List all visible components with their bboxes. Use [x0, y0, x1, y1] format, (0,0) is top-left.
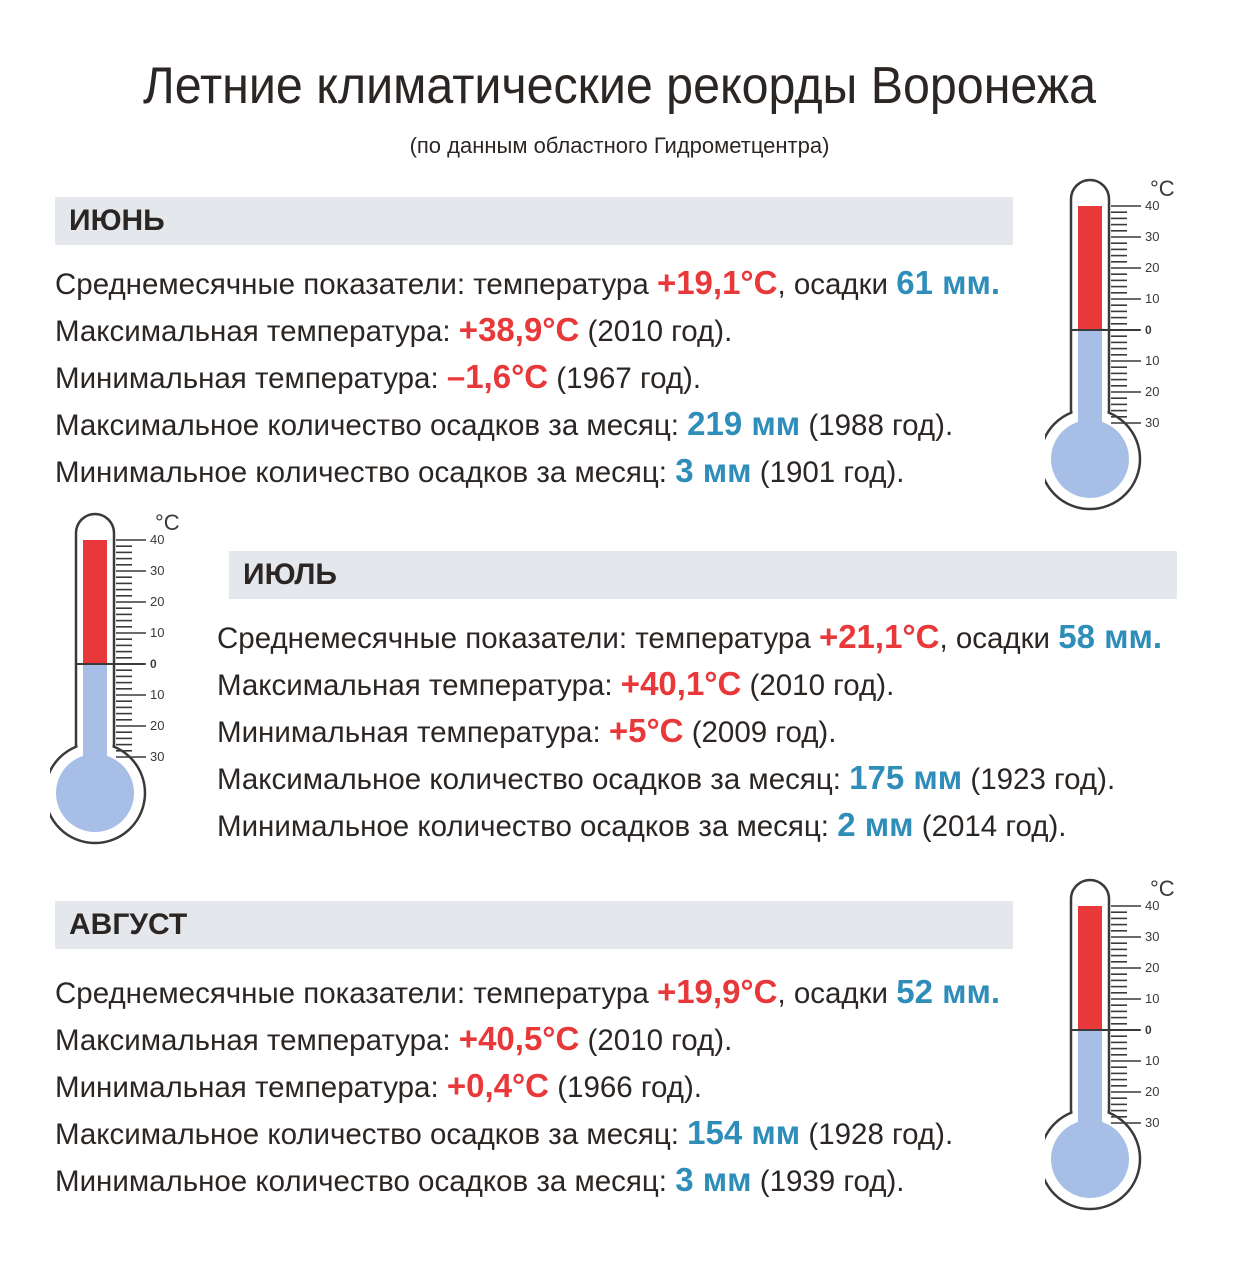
thermo-tick-label: 40 — [1145, 898, 1160, 913]
thermo-bulb — [1051, 420, 1129, 498]
year: (1901 год). — [751, 456, 905, 489]
max-precip-line — [55, 400, 1000, 447]
avg-precip-value: 61 мм. — [896, 264, 1001, 301]
thermo-tick-label: 40 — [150, 532, 165, 547]
thermometer-icon — [1045, 874, 1185, 1214]
month-records — [55, 968, 1000, 1203]
min-precip-line — [55, 1156, 1000, 1203]
page-title: Летние климатические рекорды Воронежа — [142, 57, 1097, 115]
min-precip-value: 3 мм — [675, 452, 752, 489]
min-temp-value: +0,4°C — [446, 1067, 550, 1104]
month-heading: ИЮНЬ — [55, 197, 1013, 245]
thermo-tick-label: 10 — [150, 625, 165, 640]
avg-line — [55, 968, 1000, 1015]
thermo-unit-label: °C — [155, 510, 180, 535]
avg-temp-value: +19,1°C — [656, 264, 778, 301]
max-precip-line — [55, 1109, 1000, 1156]
max-precip-value: 219 мм — [687, 405, 801, 442]
thermo-tick-label: 0 — [1145, 1023, 1152, 1037]
max-precip-value: 175 мм — [849, 759, 963, 796]
year: (1967 год). — [548, 362, 702, 395]
thermo-tick-label: 30 — [1145, 229, 1160, 244]
min-temp-value: –1,6°C — [446, 358, 549, 395]
thermo-tick-label: 10 — [1145, 291, 1160, 306]
year: (1939 год). — [751, 1165, 905, 1198]
label: Минимальная температура: — [217, 716, 609, 749]
min-temp-line — [55, 353, 1000, 400]
label: , осадки — [777, 977, 897, 1010]
year: (1966 год). — [549, 1071, 702, 1104]
min-precip-line — [55, 447, 1000, 494]
month-records — [217, 613, 1162, 848]
avg-line — [55, 259, 1000, 306]
thermo-tick-label: 10 — [1145, 991, 1160, 1006]
thermo-tick-label: 20 — [1145, 384, 1160, 399]
thermo-warm-fill — [1078, 206, 1102, 330]
thermo-tick-label: 0 — [150, 657, 157, 671]
label: Среднемесячные показатели: температура — [55, 977, 657, 1010]
max-temp-line — [217, 660, 1162, 707]
min-temp-line — [55, 1062, 1000, 1109]
year: (2010 год). — [579, 315, 733, 348]
year: (1988 год). — [800, 409, 954, 442]
label: Максимальное количество осадков за месяц: — [55, 409, 688, 442]
thermo-tick-label: 30 — [150, 749, 165, 764]
year: (2010 год). — [741, 669, 895, 702]
max-precip-line — [217, 754, 1162, 801]
thermo-tick-label: 10 — [1145, 353, 1160, 368]
avg-precip-value: 52 мм. — [896, 973, 1001, 1010]
max-precip-value: 154 мм — [687, 1114, 801, 1151]
month-heading: ИЮЛЬ — [229, 551, 1177, 599]
thermo-tick-label: 40 — [1145, 198, 1160, 213]
avg-line — [217, 613, 1162, 660]
year: (2010 год). — [579, 1024, 733, 1057]
thermo-tick-label: 20 — [1145, 960, 1160, 975]
label: Минимальное количество осадков за месяц: — [217, 810, 838, 843]
thermo-tick-label: 30 — [150, 563, 165, 578]
min-precip-value: 3 мм — [675, 1161, 752, 1198]
avg-precip-value: 58 мм. — [1058, 618, 1163, 655]
month-heading: АВГУСТ — [55, 901, 1013, 949]
max-temp-line — [55, 306, 1000, 353]
month-records — [55, 259, 1000, 494]
label: Минимальная температура: — [55, 362, 447, 395]
thermo-tick-label: 30 — [1145, 1115, 1160, 1130]
thermo-tick-label: 20 — [1145, 260, 1160, 275]
thermo-tick-label: 10 — [1145, 1053, 1160, 1068]
max-temp-line — [55, 1015, 1000, 1062]
thermo-tick-label: 0 — [1145, 323, 1152, 337]
max-temp-value: +40,5°C — [458, 1020, 580, 1057]
label: , осадки — [777, 268, 897, 301]
year: (2009 год). — [683, 716, 837, 749]
thermo-tick-label: 20 — [1145, 1084, 1160, 1099]
year: (1923 год). — [962, 763, 1116, 796]
thermo-tick-label: 20 — [150, 594, 165, 609]
thermometer-icon — [50, 508, 190, 848]
thermo-unit-label: °C — [1150, 176, 1175, 201]
label: Среднемесячные показатели: температура — [55, 268, 657, 301]
min-precip-value: 2 мм — [837, 806, 914, 843]
year: (2014 год). — [913, 810, 1067, 843]
label: Минимальное количество осадков за месяц: — [55, 1165, 676, 1198]
label: Максимальная температура: — [55, 315, 459, 348]
thermo-tick-label: 10 — [150, 687, 165, 702]
thermo-warm-fill — [83, 540, 107, 664]
page-subtitle: (по данным областного Гидрометцентра) — [409, 133, 830, 158]
max-temp-value: +40,1°C — [620, 665, 742, 702]
avg-temp-value: +19,9°C — [656, 973, 778, 1010]
min-temp-line — [217, 707, 1162, 754]
label: , осадки — [939, 622, 1059, 655]
year: (1928 год). — [800, 1118, 954, 1151]
avg-temp-value: +21,1°C — [818, 618, 940, 655]
thermometer-icon — [1045, 174, 1185, 514]
thermo-bulb — [1051, 1120, 1129, 1198]
label: Минимальное количество осадков за месяц: — [55, 456, 676, 489]
thermo-tick-label: 30 — [1145, 929, 1160, 944]
label: Среднемесячные показатели: температура — [217, 622, 819, 655]
label: Максимальная температура: — [217, 669, 621, 702]
label: Максимальное количество осадков за месяц: — [217, 763, 850, 796]
thermo-bulb — [56, 754, 134, 832]
thermo-warm-fill — [1078, 906, 1102, 1030]
min-precip-line — [217, 801, 1162, 848]
thermo-tick-label: 30 — [1145, 415, 1160, 430]
thermo-unit-label: °C — [1150, 876, 1175, 901]
label: Максимальное количество осадков за месяц: — [55, 1118, 688, 1151]
label: Максимальная температура: — [55, 1024, 459, 1057]
max-temp-value: +38,9°C — [458, 311, 580, 348]
thermo-tick-label: 20 — [150, 718, 165, 733]
min-temp-value: +5°C — [608, 712, 684, 749]
label: Минимальная температура: — [55, 1071, 447, 1104]
